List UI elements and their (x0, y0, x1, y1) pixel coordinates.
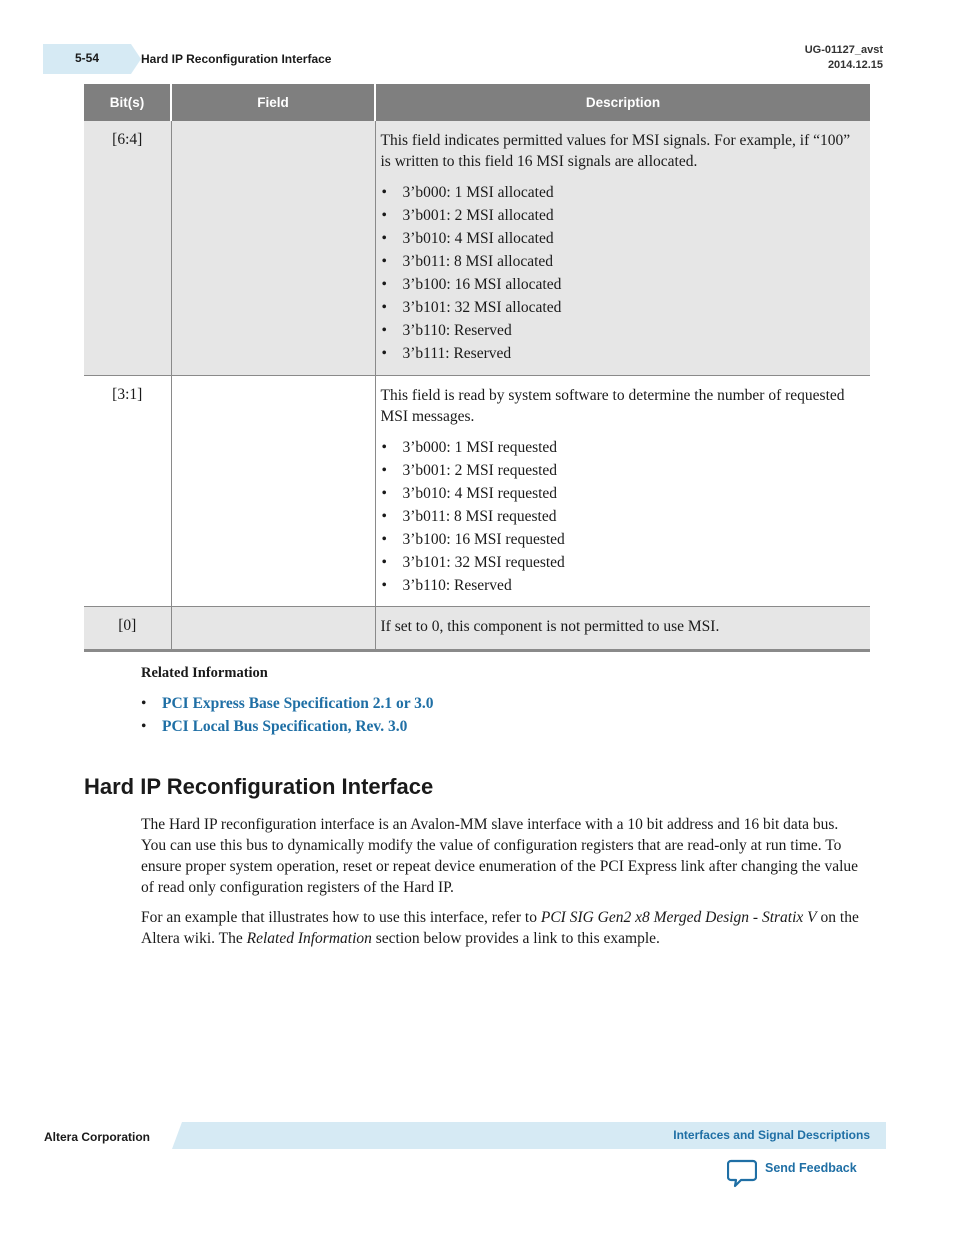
send-feedback-link[interactable]: Send Feedback (765, 1161, 857, 1175)
table-row (84, 121, 870, 375)
description-cell (375, 375, 870, 606)
bits-cell: [6:4] (84, 121, 171, 375)
related-links-list (141, 692, 434, 738)
register-table (84, 84, 870, 652)
pci-local-bus-spec-link[interactable]: PCI Local Bus Specification, Rev. 3.0 (162, 718, 408, 735)
body-paragraph: The Hard IP reconfiguration interface is an Avalon-MM slave interface with a 10 bit address and 16 bit data bus. You can use this bus to dynamically modify the value of configuration registers that are read-only at run time. To ensure proper system operation, reset or repeat device enumeration of the PCI Express link after changing the value of read only configuration registers of the Hard IP. (141, 816, 859, 896)
page-number: 5-54 (75, 51, 100, 65)
value-list (381, 436, 865, 597)
related-information-reference: Related Information (246, 930, 372, 947)
design-reference: PCI SIG Gen2 x8 Merged Design - Stratix V (540, 909, 817, 926)
list-item: • 3’b011: 8 MSI allocated (381, 250, 865, 273)
value-list (381, 181, 865, 365)
pcie-base-spec-link[interactable]: PCI Express Base Specification 2.1 or 3.0 (162, 695, 434, 712)
field-cell (171, 375, 375, 606)
list-item: • 3’b100: 16 MSI allocated (381, 273, 865, 296)
description-cell (375, 606, 870, 650)
body-paragraph (141, 907, 866, 949)
list-item (141, 692, 434, 715)
speech-bubble-icon[interactable] (727, 1158, 757, 1188)
company-name: Altera Corporation (44, 1130, 151, 1144)
running-title: Hard IP Reconfiguration Interface (141, 52, 332, 66)
list-item: • 3’b001: 2 MSI allocated (381, 204, 865, 227)
list-item: • 3’b010: 4 MSI allocated (381, 227, 865, 250)
description-text: This field indicates permitted values for MSI signals. For example, if “100” is written to this field 16 MSI signals are allocated. (380, 132, 851, 170)
list-item: • 3’b110: Reserved (381, 319, 865, 342)
field-cell (171, 121, 375, 375)
list-item: • 3’b111: Reserved (381, 342, 865, 365)
table-header-row (84, 84, 870, 121)
list-item (141, 715, 434, 738)
list-item: • 3’b011: 8 MSI requested (381, 505, 865, 528)
bits-cell: [0] (84, 606, 171, 650)
column-header-bits: Bit(s) (84, 84, 171, 121)
table-row (84, 606, 870, 650)
text-run: section below provides a link to this example. (371, 930, 660, 947)
field-cell (171, 606, 375, 650)
list-item: • 3’b110: Reserved (381, 574, 865, 597)
list-item: • 3’b001: 2 MSI requested (381, 459, 865, 482)
doc-date: 2014.12.15 (827, 59, 883, 71)
section-title: Hard IP Reconfiguration Interface (84, 774, 434, 799)
bits-cell: [3:1] (84, 375, 171, 606)
description-text: This field is read by system software to determine the number of requested MSI messages. (380, 386, 845, 425)
doc-id: UG-01127_avst (804, 44, 883, 56)
description-cell (375, 121, 870, 375)
text-run: For an example that illustrates how to use this interface, refer to (141, 909, 541, 926)
related-information-heading: Related Information (141, 665, 268, 681)
list-item: • 3’b101: 32 MSI allocated (381, 296, 865, 319)
list-item: • 3’b000: 1 MSI requested (381, 436, 865, 459)
description-text: If set to 0, this component is not permitted to use MSI. (380, 617, 720, 635)
doc-info (805, 43, 883, 73)
list-item: • 3’b000: 1 MSI allocated (381, 181, 865, 204)
text-run: on the Altera wiki. The (141, 909, 859, 947)
table-row (84, 375, 870, 606)
column-header-description: Description (375, 84, 870, 121)
list-item: • 3’b100: 16 MSI requested (381, 528, 865, 551)
chapter-title: Interfaces and Signal Descriptions (673, 1128, 870, 1142)
column-header-field: Field (171, 84, 375, 121)
list-item: • 3’b101: 32 MSI requested (381, 551, 865, 574)
list-item: • 3’b010: 4 MSI requested (381, 482, 865, 505)
